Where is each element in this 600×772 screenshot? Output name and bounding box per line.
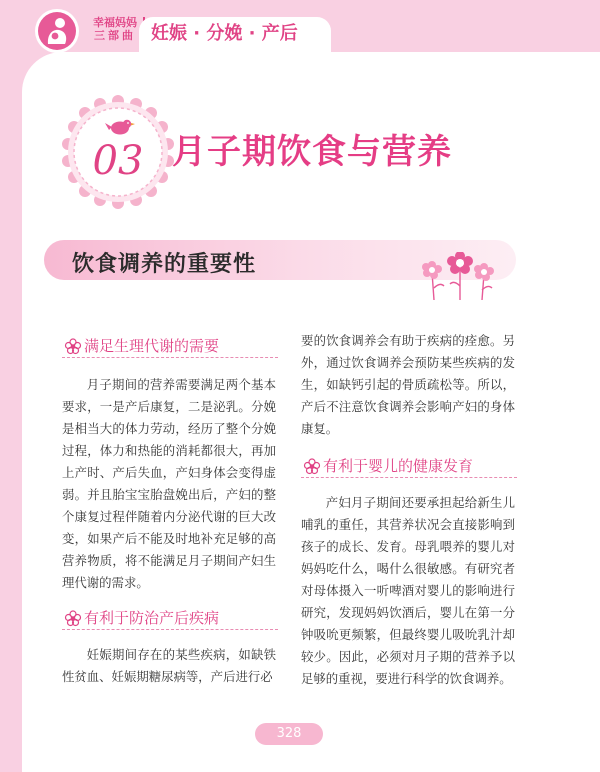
brand-line-1: 幸福妈妈	[93, 16, 137, 29]
flower-bullet-icon	[303, 458, 321, 476]
dashed-underline	[62, 629, 278, 630]
flowers-decoration-icon	[418, 252, 502, 302]
subsection-title-1: 满足生理代谢的需要	[84, 337, 220, 355]
paragraph-infant-development: 产妇月子期间还要承担起给新生儿哺乳的重任，其营养状况会直接影响到孩子的成长、发育。母乳喂养的婴儿对妈妈吃什么，喝什么很敏感。有研究者对母体摄入一听啤酒对婴儿的影响进行研究，发现妈妈饮酒后，婴儿在第一分钟吸吮更频繁，但最终婴儿吸吮乳汁却较少。因此，必须对月子期的营养予以足够的重视，要进行科学的饮食调养。	[301, 495, 515, 686]
subsection-title-3: 有利于婴儿的健康发育	[323, 457, 474, 475]
subsection-title-2: 有利于防治产后疾病	[84, 609, 220, 627]
subsection-heading-1	[62, 336, 282, 358]
section-title: 饮食调养的重要性	[72, 252, 257, 277]
brand-line-2: 三部曲	[94, 29, 136, 42]
subsection-heading-3	[301, 456, 521, 478]
dashed-underline	[301, 477, 517, 478]
chapter-title: 月子期饮食与营养	[172, 132, 452, 172]
paragraph-disease-start: 妊娠期间存在的某些疾病，如缺铁性贫血、妊娠期糖尿病等，产后进行必	[62, 647, 276, 684]
paragraph-disease-continued: 要的饮食调养会有助于疾病的痊愈。另外，通过饮食调养会预防某些疾病的发生，如缺钙引起的骨质疏松等。所以，产后不注意饮食调养会影响产妇的身体康复。	[301, 333, 515, 436]
page-number: 328	[276, 726, 302, 741]
chapter-number: 03	[92, 138, 144, 184]
subsection-heading-2	[62, 608, 282, 630]
flower-bullet-icon	[64, 610, 82, 628]
paragraph-metabolism: 月子期间的营养需要满足两个基本要求，一是产后康复，二是泌乳。分娩是相当大的体力劳动，经历了整个分娩过程，体力和热能的消耗都很大，再加上产时、产后失血，产妇身体会变得虚弱。并且胎宝宝胎盘娩出后，产妇的整个康复过程伴随着内分泌代谢的巨大改变，如果产后不能及时地补充足够的高营养物质，将不能满足月子期间产妇生理代谢的需求。	[62, 377, 276, 590]
series-title-tab: 妊娠 · 分娩 · 产后	[139, 17, 331, 53]
mother-baby-logo-icon	[34, 8, 80, 54]
chapter-badge	[60, 94, 176, 210]
flower-bullet-icon	[64, 338, 82, 356]
brand-logo-text	[88, 16, 142, 42]
dashed-underline	[62, 357, 278, 358]
